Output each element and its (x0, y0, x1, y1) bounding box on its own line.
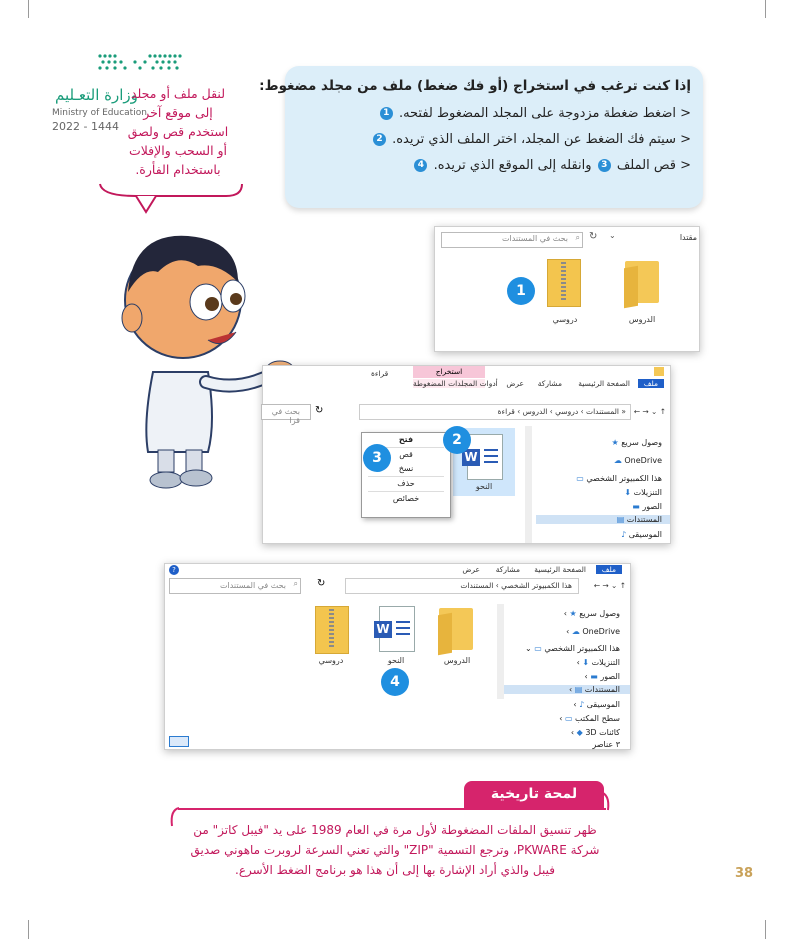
nav-item-music[interactable] (621, 530, 662, 539)
nav-item-quick-access[interactable] (612, 438, 662, 447)
speech-tail-icon (96, 180, 246, 220)
refresh-button[interactable]: ↻ (315, 405, 324, 416)
bubble-line: باستخدام الفأرة. (135, 162, 221, 177)
nav-label: هذا الكمبيوتر الشخصي (586, 474, 662, 483)
logo-dots-icon (95, 52, 185, 74)
zip-tools-tab[interactable]: أدوات المجلدات المضغوطة (413, 379, 498, 388)
file-label: النحو (475, 482, 493, 491)
nav-item-documents[interactable]: المستندات ▤ › (504, 685, 630, 694)
search-input[interactable] (441, 232, 583, 248)
ribbon-tab-file[interactable]: ملف (596, 565, 622, 574)
folder-icon[interactable] (625, 261, 659, 303)
nav-label: هذا الكمبيوتر الشخصي (544, 644, 620, 653)
help-icon[interactable]: ? (169, 565, 179, 575)
view-toggle-icon[interactable] (169, 736, 189, 747)
cube-icon: ◆ (576, 728, 583, 737)
nav-item-this-pc[interactable]: هذا الكمبيوتر الشخصي ▭ ⌄ (525, 644, 620, 653)
window-title: قراءة (371, 369, 389, 378)
nav-label: OneDrive (582, 627, 620, 636)
scrollbar[interactable] (497, 604, 504, 699)
address-bar[interactable] (359, 404, 631, 420)
ribbon-tab-view[interactable]: عرض (462, 565, 480, 574)
refresh-button[interactable]: ↻ (317, 578, 326, 589)
nav-arrows[interactable]: ← → ⌄ ↑ (633, 407, 666, 416)
documents-icon: ▤ (574, 685, 583, 694)
download-icon: ⬇ (582, 658, 590, 667)
step-text: وانقله إلى الموقع الذي تريده. (433, 158, 592, 173)
address-bar[interactable] (345, 578, 579, 594)
step-text: < اضغط ضغطة مزدوجة على المجلد المضغوط لفتحه. (398, 106, 691, 121)
bubble-line: أو السحب والإفلات (128, 143, 228, 158)
nav-label: التنزيلات (633, 488, 662, 497)
instruction-step-1 (378, 106, 691, 121)
documents-icon: ▤ (616, 515, 625, 524)
folder-label: دروسي (552, 315, 578, 324)
history-line: ظهر تنسيق الملفات المضغوطة لأول مرة في العام 1989 على يد "فيبل كاتز" من (193, 823, 597, 837)
nav-item-desktop[interactable]: سطح المكتب ▭ › (559, 714, 620, 723)
address-text: هذا الكمبيوتر الشخصي › المستندات (460, 581, 572, 590)
nav-item-pictures[interactable]: الصور ▬ › (584, 672, 620, 681)
nav-label: المستندات (584, 685, 620, 694)
nav-item-quick-access[interactable]: وصول سريع ★ › (563, 609, 620, 618)
extract-tab[interactable]: استخراج (413, 366, 485, 378)
menu-item-delete[interactable]: حذف (397, 479, 415, 488)
nav-label: سطح المكتب (575, 714, 620, 723)
nav-item-music[interactable]: الموسيقى ♪ › (573, 700, 620, 709)
nav-label: OneDrive (624, 456, 662, 465)
nav-label: الموسيقى (628, 530, 662, 539)
instructions-box (259, 66, 703, 208)
nav-item-downloads[interactable] (624, 488, 662, 497)
step-3-marker: 3 (363, 444, 391, 472)
crop-mark (765, 0, 766, 18)
search-input[interactable] (261, 404, 311, 425)
nav-item-downloads[interactable]: التنزيلات ⬇ › (576, 658, 620, 667)
nav-pane (530, 426, 670, 543)
search-placeholder: بحث في المستندات (219, 581, 286, 590)
instructions-heading: إذا كنت ترغب في استخراج (أو فك ضغط) ملف من مجلد مضغوط: (259, 78, 691, 94)
nav-label: التنزيلات (591, 658, 620, 667)
computer-icon: ▭ (576, 474, 584, 483)
nav-label: كائنات 3D (585, 728, 620, 737)
step-number-badge: 2 (373, 133, 386, 146)
nav-item-this-pc[interactable] (576, 474, 662, 483)
logo-year: 2022 - 1444 (52, 120, 119, 133)
computer-icon: ▭ (534, 644, 542, 653)
refresh-button[interactable]: ↻ (589, 231, 598, 242)
ministry-logo (95, 52, 185, 74)
item-label: الدروس (443, 656, 471, 665)
ribbon-tab-share[interactable]: مشاركة (495, 565, 520, 574)
ribbon-tab-share[interactable]: مشاركة (537, 379, 562, 388)
star-icon: ★ (569, 609, 577, 618)
step-number-badge: 1 (380, 107, 393, 120)
bubble-line: إلى موقع آخر (143, 105, 213, 120)
explorer-window-2 (262, 365, 671, 544)
folder-icon[interactable] (439, 608, 473, 650)
nav-label: الموسيقى (586, 700, 620, 709)
ribbon-tab-home[interactable]: الصفحة الرئيسية (578, 379, 630, 388)
search-icon: ⌕ (293, 579, 298, 588)
nav-item-documents[interactable] (536, 515, 670, 524)
address-text: « المستندات › دروسي › الدروس › قراءة (497, 407, 626, 416)
nav-label: الصور (642, 502, 662, 511)
pictures-icon: ▬ (590, 672, 598, 681)
scrollbar[interactable] (525, 426, 532, 543)
item-label: النحو (387, 656, 405, 665)
nav-label: المستندات (626, 515, 662, 524)
search-placeholder: بحث في المستندات (501, 234, 568, 243)
item-label: دروسي (318, 656, 344, 665)
search-input[interactable] (169, 578, 301, 594)
bubble-line: استخدم قص ولصق (127, 124, 229, 139)
music-icon: ♪ (621, 530, 627, 539)
instruction-step-2 (371, 132, 691, 147)
ribbon-tab-view[interactable]: عرض (506, 379, 524, 388)
nav-label: وصول سريع (621, 438, 662, 447)
step-text: < قص الملف (616, 158, 691, 173)
zip-folder-icon[interactable] (315, 606, 349, 654)
cloud-icon: ☁ (613, 456, 622, 465)
status-bar-text: ٣ عناصر (592, 740, 620, 749)
nav-item-3d-objects[interactable]: كائنات 3D ◆ › (570, 728, 620, 737)
step-text: < سيتم فك الضغط عن المجلد، اختر الملف الذي تريده. (392, 132, 691, 147)
search-icon: ⌕ (575, 233, 580, 242)
word-w: W (462, 449, 480, 466)
step-number-badge: 3 (598, 159, 611, 172)
history-title: لمحة تاريخية (464, 781, 604, 808)
history-line: شركة PKWARE، وترجع التسمية "ZIP" والتي تعني السرعة لروبرت ماهوني صديق (190, 843, 600, 857)
folder-label: الدروس (628, 315, 656, 324)
word-w: W (374, 621, 392, 638)
menu-item-open[interactable]: فتح (398, 435, 414, 444)
page-number: 38 (735, 866, 754, 881)
history-line: فيبل والذي أراد الإشارة بها إلى أن هذا هو برنامج الضغط الأسرع. (235, 863, 555, 877)
step-1-marker: 1 (507, 277, 535, 305)
step-4-marker: 4 (381, 668, 409, 696)
music-icon: ♪ (579, 700, 585, 709)
explorer-window-1 (434, 226, 700, 352)
title-folder-icon (654, 367, 664, 376)
speech-bubble (118, 84, 238, 179)
nav-label: الصور (600, 672, 620, 681)
menu-item-properties[interactable]: خصائص (392, 494, 420, 503)
search-placeholder: بحث في قرا (271, 407, 300, 425)
crop-mark (28, 920, 29, 939)
explorer-window-3 (164, 563, 631, 750)
ribbon-tab-file[interactable]: ملف (638, 379, 664, 388)
dropdown-button[interactable]: ⌄ (609, 231, 616, 240)
menu-item-copy[interactable]: نسخ (398, 464, 414, 473)
logo-english: Ministry of Education (52, 108, 147, 118)
bubble-line: لنقل ملف أو مجلد (130, 86, 226, 101)
step-number-badge: 4 (414, 159, 427, 172)
star-icon: ★ (611, 438, 619, 447)
download-icon: ⬇ (624, 488, 632, 497)
zip-folder-icon[interactable] (547, 259, 581, 307)
crop-mark (765, 920, 766, 939)
crop-mark (28, 0, 29, 18)
history-corner-icon (598, 790, 612, 812)
menu-item-cut[interactable]: قص (399, 450, 413, 459)
step-2-marker: 2 (443, 426, 471, 454)
cloud-icon: ☁ (571, 627, 580, 636)
pictures-icon: ▬ (632, 502, 640, 511)
nav-item-onedrive[interactable] (614, 456, 662, 465)
word-document-icon[interactable] (376, 606, 415, 652)
ribbon-tab-home[interactable]: الصفحة الرئيسية (534, 565, 586, 574)
nav-label: وصول سريع (579, 609, 620, 618)
instruction-step-3 (412, 158, 691, 173)
logo-arabic: وزارة التعـليم (55, 86, 138, 104)
history-text (175, 820, 615, 880)
word-document-icon (464, 434, 503, 480)
nav-arrows[interactable]: ← → ⌄ ↑ (593, 581, 626, 590)
desktop-icon: ▭ (564, 714, 573, 723)
address-bar[interactable]: مقتدا (679, 233, 697, 242)
history-divider (178, 808, 606, 810)
nav-item-onedrive[interactable]: OneDrive ☁ › (566, 627, 620, 636)
nav-item-pictures[interactable] (632, 502, 662, 511)
